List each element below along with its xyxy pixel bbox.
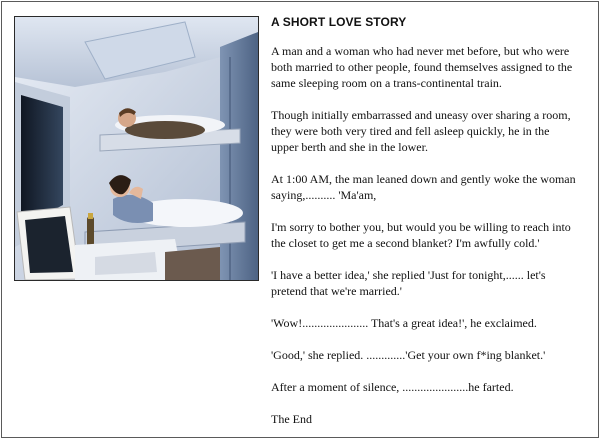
- story-ending: The End: [271, 412, 312, 426]
- story-paragraph-1: A man and a woman who had never met before, but who were both married to other people, found themselves assigned to the same sleeping room on a trans-continental train.: [271, 44, 573, 90]
- story-text: [271, 15, 593, 443]
- story-paragraph-4: I'm sorry to bother you, but would you be willing to reach into the closet to get me a second blanket? I'm awfully cold.': [271, 220, 571, 250]
- story-paragraph-7: 'Good,' she replied. .............'Get your own f*ing blanket.': [271, 348, 546, 362]
- story-paragraph-3: At 1:00 AM, the man leaned down and gently woke the woman saying,.......... 'Ma'am,: [271, 172, 576, 202]
- story-paragraph-5: 'I have a better idea,' she replied 'Just for tonight,...... let's pretend that we're married.': [271, 268, 546, 298]
- story-paragraph-2: Though initially embarrassed and uneasy over sharing a room, they were both very tired and fell asleep quickly, he in the upper berth and she in the lower.: [271, 108, 571, 154]
- story-paragraph-8: After a moment of silence, ......................he farted.: [271, 380, 514, 394]
- story-title: A SHORT LOVE STORY: [271, 15, 407, 29]
- train-sleeper-cabin-photo: [14, 16, 259, 281]
- story-card: [1, 1, 599, 438]
- story-paragraph-6: 'Wow!...................... That's a great idea!', he exclaimed.: [271, 316, 537, 330]
